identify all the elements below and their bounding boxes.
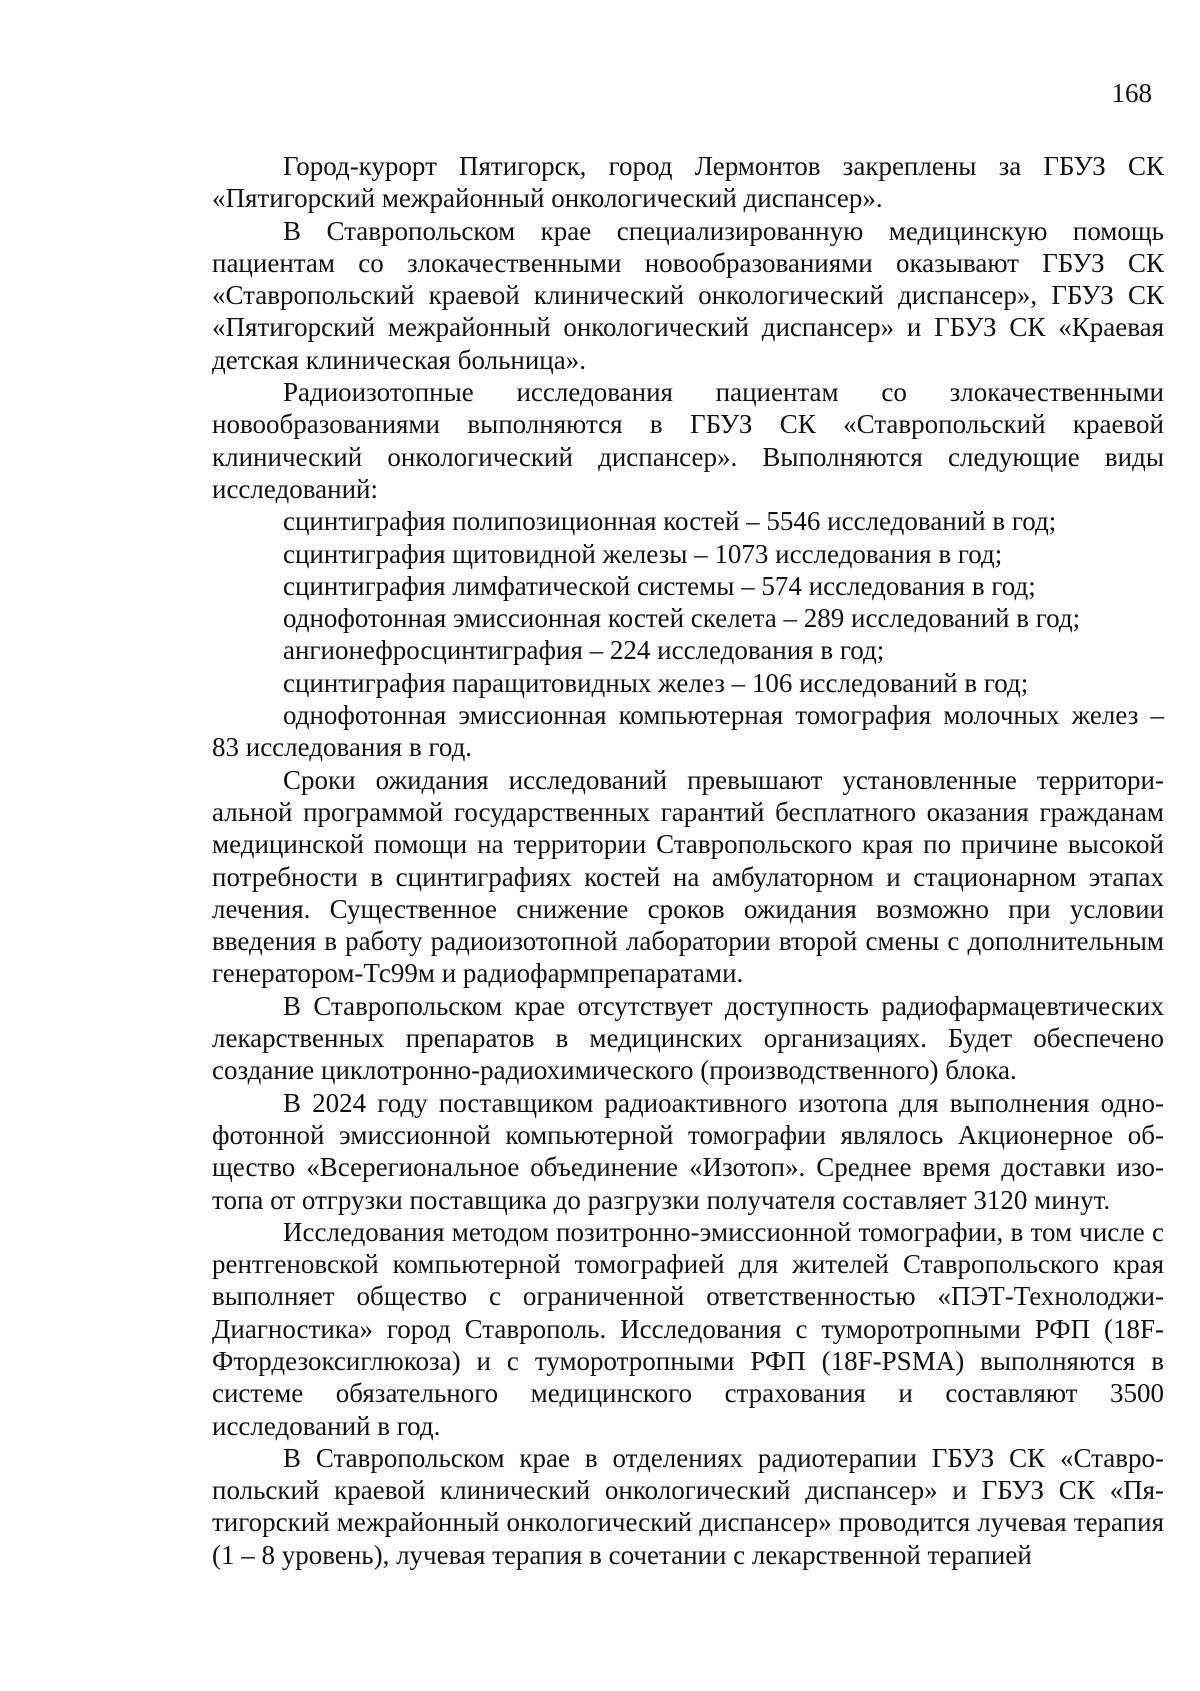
list-item: ангионефросцинтиграфия – 224 исследования в год;: [283, 635, 885, 666]
list-item: однофотонная эмиссионная костей скелета – 289 исследований в год;: [283, 603, 1081, 634]
paragraph-waiting-times: Сроки ожидания исследований превышают установленные территориальной программой государственных гарантий бесплатного оказания гражданам медицинской помощи на территории Ставропольского края по причине высокой потребности в сцинтиграфиях костей на амбулаторном и стационарном этапах лечения. Существенное снижение сроков ожидания возможно при условии введения в работу радиоизотопной лаборатории второй смены с дополнительным генератором-Тс99м и радиофармпрепаратами.: [212, 764, 1164, 989]
paragraph-isotope-supplier: В 2024 году поставщиком радиоактивного изотопа для выполнения однофотонной эмиссионной компьютерной томографии являлось Акционерное общество «Всерегиональное объединение «Изотоп». Среднее время доставки изотопа от отгрузки поставщика до разгрузки получателя составляет 3120 минут.: [212, 1087, 1164, 1215]
list-item: сцинтиграфия полипозиционная костей – 5546 исследований в год;: [283, 506, 1057, 537]
paragraph-specialized-care: В Ставропольском крае специализированную медицинскую помощь пациентам со злокачественными новообразованиями оказывают ГБУЗ СК «Ставропольский краевой клинический онкологический диспансер», ГБУЗ СК «Пятигорский межрайонный онкологический диспансер» и ГБУЗ СК «Краевая детская клиническая больница».: [212, 215, 1164, 375]
page-number: 168: [1111, 78, 1152, 108]
list-item: однофотонная эмиссионная компьютерная томография молочных желез – 83 исследования в год.: [212, 700, 1164, 763]
paragraph-radioisotope-studies: Радиоизотопные исследования пациентам со злокачественными новообразованиями выполняются в ГБУЗ СК «Ставропольский краевой клинический онкологический диспансер». Выполняются следующие виды исследований:: [212, 377, 1164, 504]
paragraph-radiopharmaceutical-availability: В Ставропольском крае отсутствует доступность радиофармацевтических лекарственных препаратов в медицинских организациях. Будет обеспечено создание циклотронно-радиохимического (производственного) блока.: [212, 990, 1164, 1086]
list-item: сцинтиграфия паращитовидных желез – 106 исследований в год;: [283, 667, 1029, 698]
document-body: [212, 150, 1164, 1571]
paragraph-pet-studies: Исследования методом позитронно-эмиссионной томографии, в том числе с рентгеновской компьютерной томографией для жителей Ставропольского края выполняет общество с ограниченной ответственностью «ПЭТ-Технолоджи-Диагностика» город Ставрополь. Исследования с туморотропными РФП (18F-Фтордезоксиглюкоза) и с туморотропными РФП (18F-PSMA) выполняются в системе обязательного медицинского страхования и составляют 3500 исследований в год.: [212, 1216, 1164, 1441]
list-item: сцинтиграфия щитовидной железы – 1073 исследования в год;: [283, 538, 1003, 569]
list-item: сцинтиграфия лимфатической системы – 574 исследования в год;: [283, 570, 1036, 601]
paragraph-pyatigorsk-assignment: Город-курорт Пятигорск, город Лермонтов закреплены за ГБУЗ СК «Пятигорский межрайонный онкологический диспансер».: [212, 151, 1164, 214]
paragraph-radiotherapy: В Ставропольском крае в отделениях радиотерапии ГБУЗ СК «Ставропольский краевой клинический онкологический диспансер» и ГБУЗ СК «Пятигорский межрайонный онкологический диспансер» проводится лучевая терапия (1 – 8 уровень), лучевая терапия в сочетании с лекарственной терапией: [212, 1442, 1164, 1570]
